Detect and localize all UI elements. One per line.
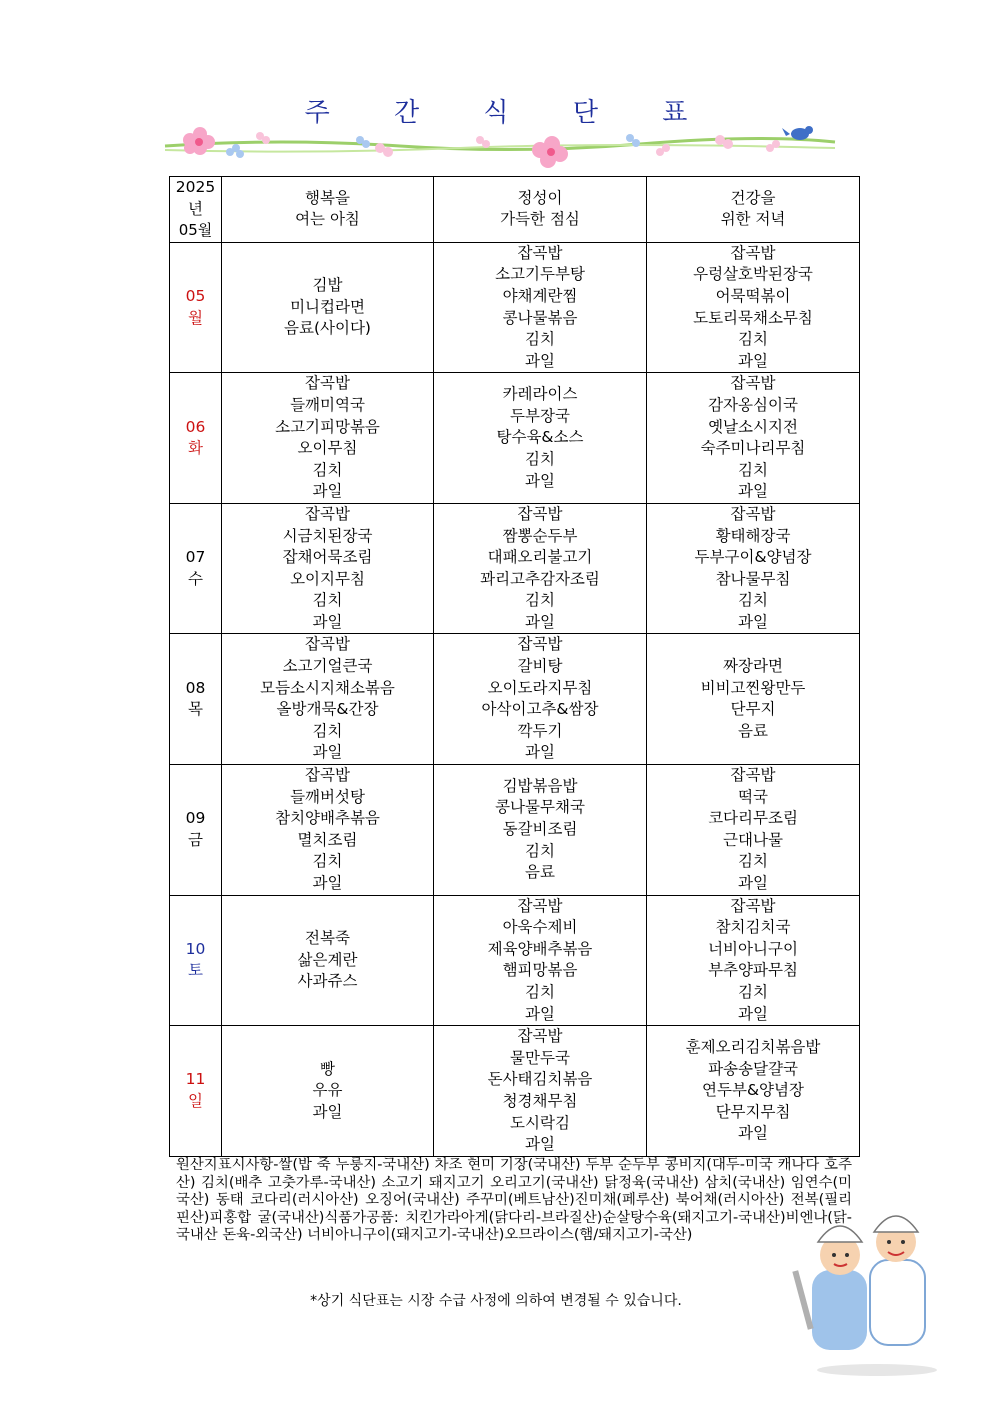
dinner-header-line1: 건강을	[730, 188, 776, 207]
menu-item: 두부장국	[510, 406, 570, 425]
day-date: 11	[185, 1070, 206, 1089]
menu-item: 잡곡밥	[305, 635, 350, 654]
day-date: 07	[185, 548, 206, 567]
menu-item: 들깨미역국	[290, 395, 365, 414]
menu-item: 사과쥬스	[297, 972, 358, 991]
menu-item: 과일	[738, 1004, 768, 1023]
menu-item: 참치김치국	[715, 918, 791, 937]
day-cell	[170, 1026, 222, 1157]
menu-item: 어묵떡볶이	[715, 286, 791, 305]
menu-item: 음료	[738, 721, 768, 740]
menu-item: 김치	[525, 591, 555, 610]
menu-item: 과일	[738, 612, 768, 631]
menu-item: 너비아니구이	[708, 939, 798, 958]
menu-item: 김치	[525, 449, 555, 468]
day-row	[170, 634, 860, 765]
menu-item: 옛날소시지전	[708, 417, 798, 436]
day-date: 06	[185, 417, 206, 436]
dinner-header-line2: 위한 저녁	[720, 210, 786, 229]
lunch-header-line1: 정성이	[517, 188, 563, 207]
menu-item: 단무지	[730, 700, 776, 719]
menu-item: 꽈리고추감자조림	[480, 569, 600, 588]
origin-notes: 원산지표시사항-쌀(밥 죽 누룽지-국내산) 차조 현미 기장(국내산) 두부 순두부 콩비지(대두-미국 캐나다 호주산) 김치(배추 고춧가루-국내산) 소고기 돼지고기 오리고기(국내산) 닭정육(국내산) 삼치(국내산) 임연수(미국산) 동태 코다리(러시아산) 오징어(국내산) 주꾸미(베트남산)진미채(페루산) 북어채(러시아산) 전복(필리핀산)피홍합 굴(국내산)식품가공품: 치킨가라아게(닭다리-브라질산)순살탕수육(돼지고기-국내산)비엔나(닭-국내산 돈육-외국산) 너비아니구이(돼지고기-국내산)오므라이스(햄/돼지고기-국산)	[176, 1157, 852, 1244]
menu-item: 동갈비조림	[502, 820, 578, 839]
breakfast-cell	[222, 765, 434, 896]
menu-item: 잡곡밥	[517, 896, 563, 915]
day-weekday: 목	[188, 700, 203, 719]
menu-item: 김치	[312, 721, 343, 740]
menu-item: 모듬소시지채소볶음	[260, 678, 395, 697]
year-label: 2025년	[175, 178, 216, 218]
menu-item: 파송송달걀국	[708, 1059, 798, 1078]
menu-item: 햄피망볶음	[502, 961, 578, 980]
menu-item: 우렁살호박된장국	[693, 265, 813, 284]
menu-item: 단무지무침	[715, 1102, 791, 1121]
menu-item: 김치	[525, 330, 555, 349]
menu-item: 과일	[525, 743, 555, 762]
menu-body	[170, 242, 860, 1156]
menu-item: 소고기두부탕	[495, 265, 585, 284]
day-cell	[170, 373, 222, 504]
menu-item: 과일	[312, 482, 343, 501]
day-date: 05	[185, 286, 206, 305]
menu-item: 잡곡밥	[517, 243, 563, 262]
menu-item: 도토리묵채소무침	[693, 308, 813, 327]
lunch-cell	[434, 373, 647, 504]
menu-item: 잡곡밥	[517, 504, 563, 523]
day-weekday: 월	[188, 308, 203, 327]
menu-item: 잡채어묵조림	[282, 548, 373, 567]
menu-item: 숙주미나리무침	[700, 439, 806, 458]
menu-item: 아삭이고추&쌈장	[481, 700, 599, 719]
menu-item: 두부구이&양념장	[694, 548, 812, 567]
menu-item: 소고기피망볶음	[275, 417, 380, 436]
menu-item: 오이지무침	[290, 569, 365, 588]
menu-item: 과일	[525, 351, 555, 370]
menu-item: 과일	[525, 612, 555, 631]
dinner-cell	[647, 634, 860, 765]
menu-item: 카레라이스	[502, 385, 578, 404]
menu-item: 음료	[525, 863, 555, 882]
menu-item: 전복죽	[305, 928, 350, 947]
lunch-cell	[434, 765, 647, 896]
menu-item: 물만두국	[510, 1048, 570, 1067]
menu-item: 김밥	[312, 276, 343, 295]
menu-item: 갈비탕	[517, 657, 563, 676]
flower-garland-decoration	[160, 118, 840, 168]
menu-item: 부추양파무침	[708, 961, 798, 980]
menu-item: 도시락김	[510, 1113, 570, 1132]
day-row	[170, 1026, 860, 1157]
lunch-cell	[434, 242, 647, 373]
menu-item: 잡곡밥	[730, 504, 776, 523]
menu-item: 과일	[312, 1102, 343, 1121]
menu-item: 비비고찐왕만두	[700, 678, 806, 697]
breakfast-header-line2: 여는 아침	[295, 210, 360, 229]
page-title: 주 간 식 단 표	[304, 98, 716, 128]
menu-item: 청경채무침	[502, 1091, 578, 1110]
dinner-cell	[647, 242, 860, 373]
breakfast-cell	[222, 242, 434, 373]
day-cell	[170, 503, 222, 634]
menu-item: 콩나물볶음	[502, 308, 578, 327]
menu-item: 잡곡밥	[305, 374, 350, 393]
menu-item: 오이무침	[297, 439, 358, 458]
menu-item: 김치	[738, 982, 768, 1001]
menu-item: 대패오리불고기	[487, 548, 593, 567]
month-label: 05월	[178, 221, 213, 240]
menu-item: 과일	[525, 471, 555, 490]
menu-item: 잡곡밥	[730, 766, 776, 785]
dinner-header	[647, 177, 860, 243]
menu-item: 김치	[738, 852, 768, 871]
menu-item: 참치양배추볶음	[275, 809, 380, 828]
breakfast-cell	[222, 895, 434, 1026]
menu-item: 코다리무조림	[708, 809, 798, 828]
menu-item: 참나물무침	[715, 569, 791, 588]
day-date: 10	[185, 939, 206, 958]
menu-item: 잡곡밥	[305, 504, 350, 523]
menu-item: 잡곡밥	[730, 374, 776, 393]
menu-item: 잡곡밥	[730, 243, 776, 262]
breakfast-cell	[222, 373, 434, 504]
menu-item: 잡곡밥	[517, 635, 563, 654]
menu-item: 과일	[738, 482, 768, 501]
menu-item: 우유	[312, 1081, 343, 1100]
menu-item: 김치	[738, 591, 768, 610]
menu-item: 김치	[525, 982, 555, 1001]
day-cell	[170, 242, 222, 373]
menu-item: 과일	[738, 874, 768, 892]
menu-item: 과일	[738, 351, 768, 370]
menu-item: 콩나물무채국	[495, 798, 585, 817]
menu-item: 잡곡밥	[305, 766, 350, 785]
dinner-cell	[647, 503, 860, 634]
day-weekday: 일	[188, 1091, 203, 1110]
menu-item: 올방개묵&간장	[276, 700, 379, 719]
lunch-cell	[434, 895, 647, 1026]
menu-item: 멸치조림	[297, 830, 358, 849]
lunch-header	[434, 177, 647, 243]
menu-item: 야채계란찜	[502, 286, 578, 305]
menu-item: 미니컵라면	[290, 297, 365, 316]
menu-item: 근대나물	[723, 830, 783, 849]
menu-item: 김치	[738, 460, 768, 479]
breakfast-cell	[222, 634, 434, 765]
day-cell	[170, 765, 222, 896]
menu-item: 빵	[320, 1059, 335, 1078]
day-row	[170, 373, 860, 504]
day-date: 09	[185, 809, 206, 828]
lunch-header-line2: 가득한 점심	[500, 210, 580, 229]
menu-item: 김밥볶음밥	[502, 776, 578, 795]
breakfast-header	[222, 177, 434, 243]
day-weekday: 토	[188, 961, 203, 980]
menu-item: 시금치된장국	[282, 526, 373, 545]
breakfast-cell	[222, 503, 434, 634]
menu-item: 소고기얼큰국	[282, 657, 373, 676]
menu-item: 김치	[738, 330, 768, 349]
menu-item: 김치	[312, 460, 343, 479]
dinner-cell	[647, 373, 860, 504]
menu-item: 짜장라면	[723, 657, 783, 676]
menu-item: 들깨버섯탕	[290, 787, 365, 806]
menu-item: 감자옹심이국	[708, 395, 798, 414]
day-row	[170, 765, 860, 896]
lunch-cell	[434, 634, 647, 765]
menu-item: 제육양배추볶음	[487, 939, 593, 958]
weekly-menu-table	[169, 176, 860, 1157]
menu-item: 잡곡밥	[730, 896, 776, 915]
menu-item: 연두부&양념장	[702, 1081, 804, 1100]
dinner-cell	[647, 1026, 860, 1157]
menu-item: 김치	[312, 852, 343, 871]
day-row	[170, 242, 860, 373]
day-row	[170, 503, 860, 634]
footnote: *상기 식단표는 시장 수급 사정에 의하여 변경될 수 있습니다.	[310, 1293, 682, 1309]
day-cell	[170, 634, 222, 765]
menu-item: 과일	[312, 743, 343, 762]
dinner-cell	[647, 765, 860, 896]
menu-item: 탕수육&소스	[496, 428, 584, 447]
menu-item: 짬뽕순두부	[502, 526, 578, 545]
menu-item: 돈사태김치볶음	[487, 1070, 593, 1089]
menu-item: 과일	[738, 1124, 768, 1143]
day-cell	[170, 895, 222, 1026]
dinner-cell	[647, 895, 860, 1026]
menu-item: 김치	[525, 841, 555, 860]
menu-item: 오이도라지무침	[487, 678, 593, 697]
menu-item: 훈제오리김치볶음밥	[685, 1037, 821, 1056]
breakfast-cell	[222, 1026, 434, 1157]
breakfast-header-line1: 행복을	[305, 188, 350, 207]
menu-item: 삶은계란	[297, 950, 358, 969]
menu-item: 과일	[312, 874, 343, 892]
day-weekday: 금	[188, 830, 203, 849]
day-date: 08	[185, 678, 206, 697]
lunch-cell	[434, 503, 647, 634]
menu-item: 음료(사이다)	[284, 319, 371, 338]
menu-item: 과일	[525, 1004, 555, 1023]
year-month-cell	[170, 177, 222, 243]
lunch-cell	[434, 1026, 647, 1157]
day-row	[170, 895, 860, 1026]
menu-item: 김치	[312, 591, 343, 610]
header-row	[170, 177, 860, 243]
menu-item: 떡국	[738, 787, 768, 806]
menu-item: 황태해장국	[715, 526, 791, 545]
day-weekday: 수	[188, 569, 203, 588]
menu-item: 과일	[525, 1135, 555, 1154]
menu-item: 잡곡밥	[517, 1027, 563, 1046]
day-weekday: 화	[188, 439, 203, 458]
menu-item: 아욱수제비	[502, 918, 578, 937]
menu-item: 깍두기	[517, 721, 563, 740]
menu-item: 과일	[312, 612, 343, 631]
